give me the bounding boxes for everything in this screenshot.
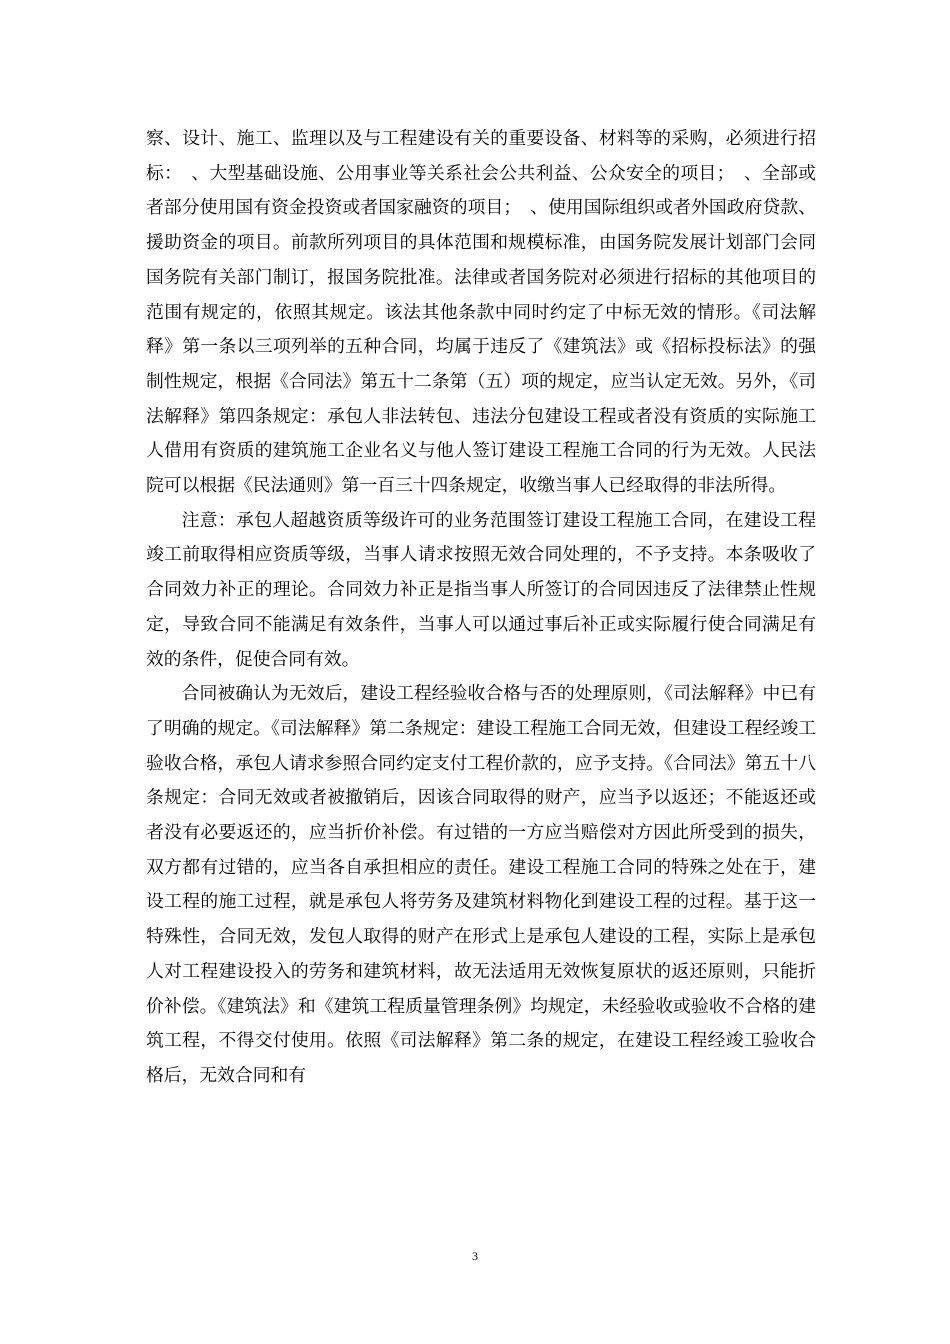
page-number: 3 <box>472 1249 478 1263</box>
paragraph-3: 合同被确认为无效后，建设工程经验收合格与否的处理原则，《司法解释》中已有了明确的规定。《司法解释》第二条规定：建设工程施工合同无效，但建设工程经竣工验收合格，承包人请求参照合同约定支付工程价款的，应予支持。《合同法》第五十八条规定：合同无效或者被撤销后，因该合同取得的财产，应当予以返还；不能返还或者没有必要返还的，应当折价补偿。有过错的一方应当赔偿对方因此所受到的损失，双方都有过错的，应当各自承担相应的责任。建设工程施工合同的特殊之处在于，建设工程的施工过程，就是承包人将劳务及建筑材料物化到建设工程的过程。基于这一特殊性，合同无效，发包人取得的财产在形式上是承包人建设的工程，实际上是承包人对工程建设投入的劳务和建筑材料，故无法适用无效恢复原状的返还原则，只能折价补偿。《建筑法》和《建筑工程质量管理条例》均规定，未经验收或验收不合格的建筑工程，不得交付使用。依照《司法解释》第二条的规定，在建设工程经竣工验收合格后，无效合同和有 <box>146 683 816 1086</box>
paragraph-2: 注意：承包人超越资质等级许可的业务范围签订建设工程施工合同，在建设工程竣工前取得相应资质等级，当事人请求按照无效合同处理的，不予支持。本条吸收了合同效力补正的理论。合同效力补正是指当事人所签订的合同因违反了法律禁止性规定，导致合同不能满足有效条件，当事人可以通过事后补正或实际履行使合同满足有效的条件，促使合同有效。 <box>146 509 816 670</box>
paragraph-1: 察、设计、施工、监理以及与工程建设有关的重要设备、材料等的采购，必须进行招标： 、大型基础设施、公用事业等关系社会公共利益、公众安全的项目； 、全部或者部分使用国有资金投资或者国家融资的项目； 、使用国际组织或者外国政府贷款、援助资金的项目。前款所列项目的具体范围和规模标准，由国务院发展计划部门会同国务院有关部门制订，报国务院批准。法律或者国务院对必须进行招标的其他项目的范围有规定的，依照其规定。该法其他条款中同时约定了中标无效的情形。《司法解释》第一条以三项列举的五种合同，均属于违反了《建筑法》或《招标投标法》的强制性规定，根据《合同法》第五十二条第（五）项的规定，应当认定无效。另外，《司法解释》第四条规定：承包人非法转包、违法分包建设工程或者没有资质的实际施工人借用有资质的建筑施工企业名义与他人签订建设工程施工合同的行为无效。人民法院可以根据《民法通则》第一百三十四条规定，收缴当事人已经取得的非法所得。 <box>146 128 816 497</box>
body-text <box>146 122 816 1094</box>
